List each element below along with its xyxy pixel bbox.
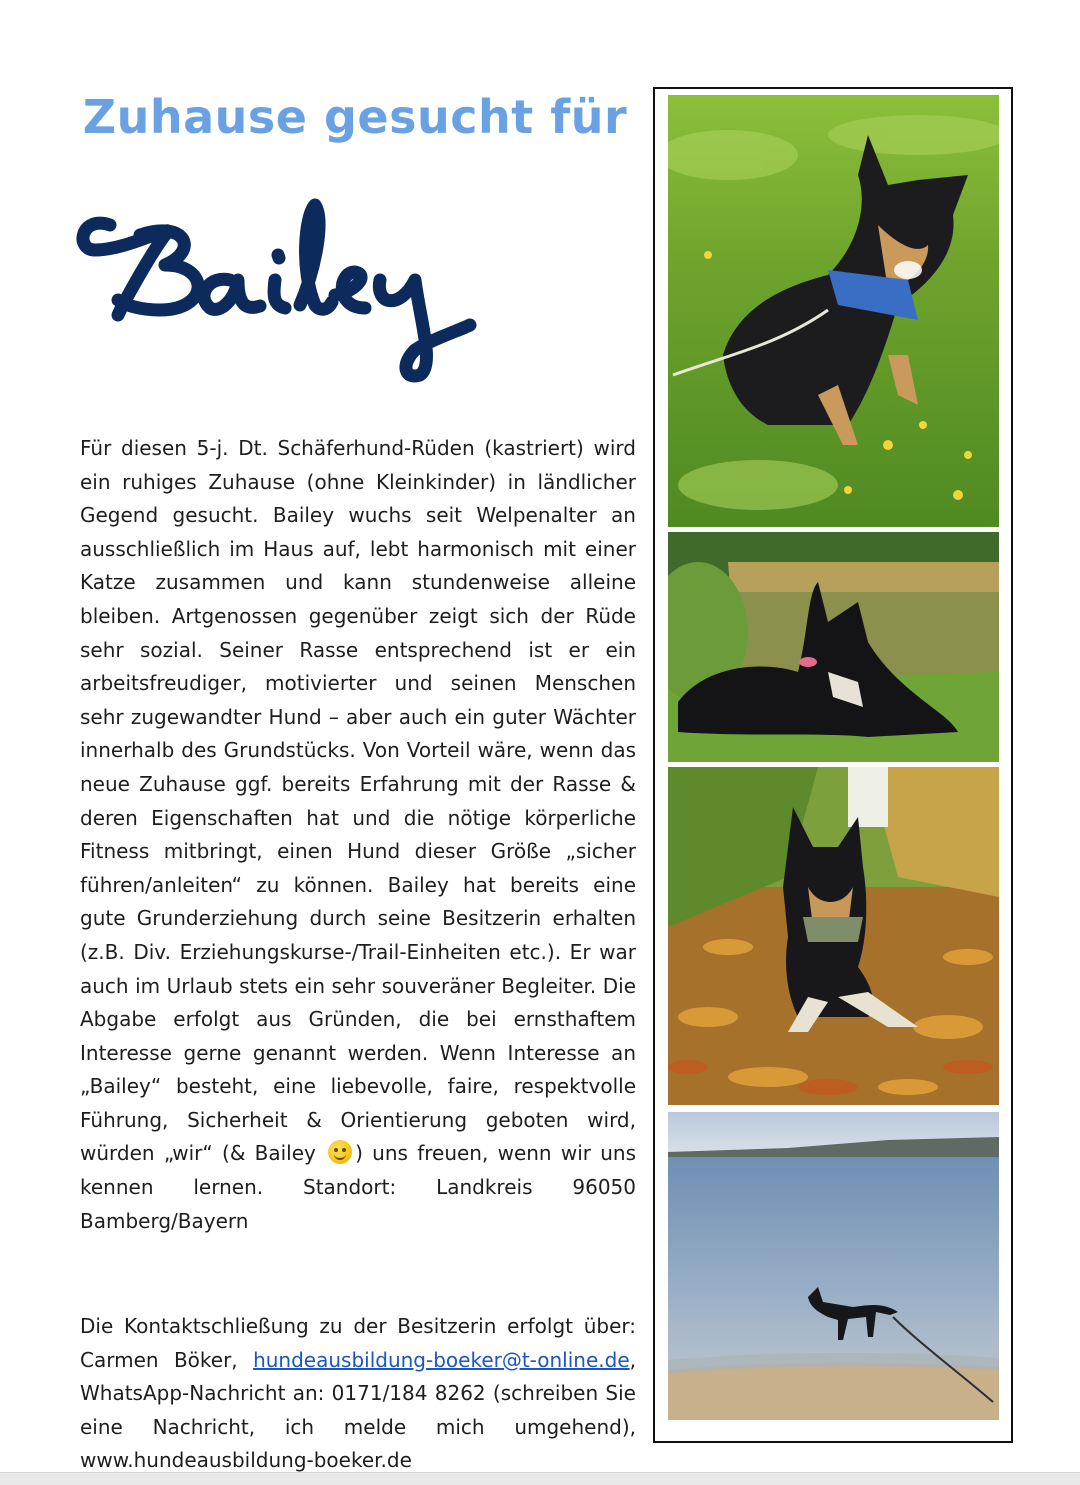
- dog-standing-at-lake-photo: [668, 1112, 999, 1420]
- contact-whatsapp: , WhatsApp-Nachricht an: 0171/184 8262 (schreiben Sie eine Nachricht, ich melde mich umgehend), www.hundeausbildung-boeker.de: [80, 1347, 636, 1473]
- description-text-end: ) uns freuen, wenn wir uns kennen lernen. Standort: Landkreis 96050 Bamberg/Bayern: [80, 1141, 636, 1233]
- dog-lying-in-autumn-leaves-photo: [668, 767, 999, 1105]
- contact-paragraph: [80, 1310, 636, 1478]
- dog-lying-by-pond-photo: [668, 532, 999, 762]
- dog-name-script: [70, 180, 530, 390]
- description-paragraph: [80, 432, 636, 1238]
- description-text: Für diesen 5-j. Dt. Schäferhund-Rüden (kastriert) wird ein ruhiges Zuhause (ohne Kleinkinder) in ländlicher Gegend gesucht. Bailey wuchs seit Welpenalter an ausschließlich im Haus auf, lebt harmonisch mit einer Katze zusammen und kann stundenweise alleine bleiben. Artgenossen gegenüber zeigt sich der Rüde sehr sozial. Seiner Rasse entsprechend ist er ein arbeitsfreudiger, motivierter und seinen Menschen sehr zugewandter Hund – aber auch ein guter Wächter innerhalb des Grundstücks. Von Vorteil wäre, wenn das neue Zuhause ggf. bereits Erfahrung mit der Rasse & deren Eigenschaften hat und die nötige körperliche Fitness mitbringt, einen Hund dieser Größe „sicher führen/anleiten“ zu können. Bailey hat bereits eine gute Grunderziehung durch seine Besitzerin erhalten (z.B. Div. Erziehungskurse-/Trail-Einheiten etc.). Er war auch im Urlaub stets ein sehr souveräner Begleiter. Die Abgabe erfolgt aus Gründen, die bei ernsthaftem Interesse gerne genannt werden. Wenn Interesse an „Bailey“ besteht, eine liebevolle, faire, respektvolle Führung, Sicherheit & Orientierung geboten wird, würden „wir“ (& Bailey: [80, 436, 636, 1166]
- contact-intro: Die Kontaktschließung zu der Besitzerin erfolgt über: Carmen Böker,: [80, 1314, 636, 1372]
- smiley-icon: [328, 1140, 352, 1164]
- page-title: Zuhause gesucht für: [82, 90, 628, 144]
- dog-sitting-in-grass-photo: [668, 95, 999, 527]
- email-link[interactable]: hundeausbildung-boeker@t-online.de: [253, 1347, 630, 1372]
- dog-name-signature: [70, 180, 530, 390]
- window-bottom-edge: [0, 1472, 1080, 1485]
